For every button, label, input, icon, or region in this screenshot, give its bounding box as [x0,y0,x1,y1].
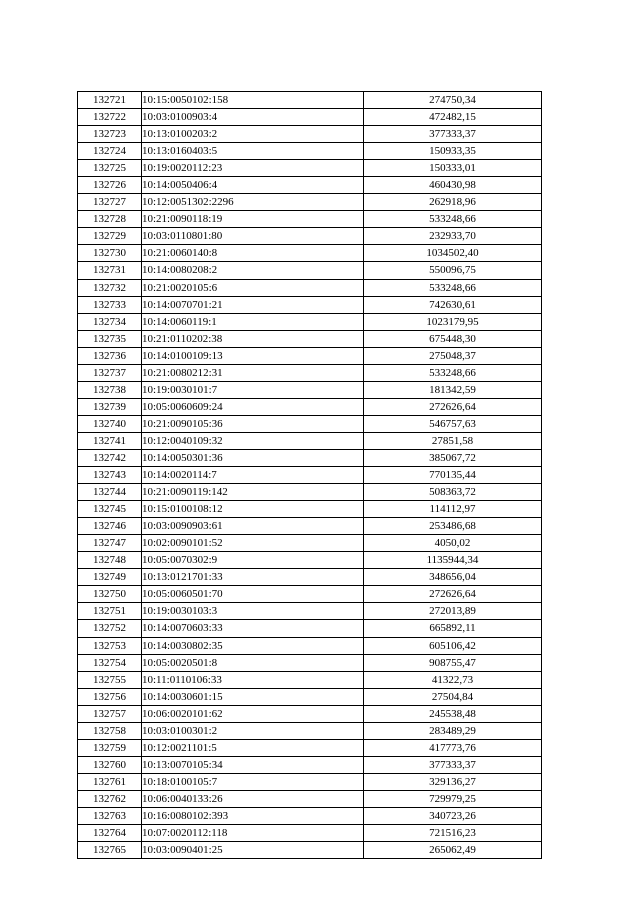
table-row [78,518,542,535]
table-row [78,467,542,484]
cadastral-number-cell: 10:03:0100903:4 [142,109,364,126]
table-row [78,432,542,449]
row-number-cell: 132721 [78,92,142,109]
row-number-cell: 132730 [78,245,142,262]
row-number-cell: 132746 [78,518,142,535]
cadastral-number-cell: 10:19:0030101:7 [142,381,364,398]
row-number-cell: 132759 [78,739,142,756]
value-cell: 721516,23 [364,825,542,842]
row-number-cell: 132751 [78,603,142,620]
cadastral-number-cell: 10:12:0021101:5 [142,739,364,756]
row-number-cell: 132756 [78,688,142,705]
row-number-cell: 132739 [78,398,142,415]
cadastral-number-cell: 10:03:0090903:61 [142,518,364,535]
row-number-cell: 132733 [78,296,142,313]
value-cell: 272626,64 [364,398,542,415]
table-row [78,194,542,211]
row-number-cell: 132736 [78,347,142,364]
table-row [78,501,542,518]
cadastral-number-cell: 10:03:0090401:25 [142,842,364,859]
value-cell: 114112,97 [364,501,542,518]
table-row [78,790,542,807]
row-number-cell: 132762 [78,790,142,807]
row-number-cell: 132727 [78,194,142,211]
cadastral-number-cell: 10:12:0051302:2296 [142,194,364,211]
row-number-cell: 132724 [78,143,142,160]
table-row [78,296,542,313]
value-cell: 1135944,34 [364,552,542,569]
table-row [78,842,542,859]
row-number-cell: 132758 [78,722,142,739]
table-row [78,756,542,773]
table-row [78,330,542,347]
table-row [78,381,542,398]
table-row [78,671,542,688]
value-cell: 742630,61 [364,296,542,313]
row-number-cell: 132753 [78,637,142,654]
table-row [78,347,542,364]
value-cell: 275048,37 [364,347,542,364]
value-cell: 150333,01 [364,160,542,177]
cadastral-number-cell: 10:12:0040109:32 [142,432,364,449]
value-cell: 348656,04 [364,569,542,586]
table-row [78,211,542,228]
cadastral-number-cell: 10:19:0020112:23 [142,160,364,177]
cadastral-number-cell: 10:03:0110801:80 [142,228,364,245]
value-cell: 232933,70 [364,228,542,245]
table-row [78,688,542,705]
cadastral-number-cell: 10:15:0050102:158 [142,92,364,109]
value-cell: 533248,66 [364,211,542,228]
cadastral-number-cell: 10:21:0020105:6 [142,279,364,296]
row-number-cell: 132722 [78,109,142,126]
table-row [78,364,542,381]
cadastral-number-cell: 10:02:0090101:52 [142,535,364,552]
cadastral-number-cell: 10:14:0080208:2 [142,262,364,279]
cadastral-number-cell: 10:13:0070105:34 [142,756,364,773]
table-row [78,143,542,160]
row-number-cell: 132729 [78,228,142,245]
table-row [78,279,542,296]
row-number-cell: 132728 [78,211,142,228]
value-cell: 272013,89 [364,603,542,620]
table-row [78,569,542,586]
value-cell: 272626,64 [364,586,542,603]
table-row [78,449,542,466]
row-number-cell: 132738 [78,381,142,398]
row-number-cell: 132732 [78,279,142,296]
row-number-cell: 132726 [78,177,142,194]
value-cell: 550096,75 [364,262,542,279]
cadastral-number-cell: 10:05:0070302:9 [142,552,364,569]
cadastral-number-cell: 10:14:0050301:36 [142,449,364,466]
value-cell: 245538,48 [364,705,542,722]
row-number-cell: 132755 [78,671,142,688]
value-cell: 460430,98 [364,177,542,194]
table-row [78,262,542,279]
value-cell: 377333,37 [364,756,542,773]
cadastral-number-cell: 10:14:0030802:35 [142,637,364,654]
row-number-cell: 132740 [78,415,142,432]
cadastral-number-cell: 10:13:0100203:2 [142,126,364,143]
row-number-cell: 132745 [78,501,142,518]
cadastral-number-cell: 10:05:0060501:70 [142,586,364,603]
table-row [78,92,542,109]
row-number-cell: 132760 [78,756,142,773]
cadastral-number-cell: 10:14:0050406:4 [142,177,364,194]
cadastral-number-cell: 10:21:0110202:38 [142,330,364,347]
cadastral-number-cell: 10:07:0020112:118 [142,825,364,842]
value-cell: 4050,02 [364,535,542,552]
value-cell: 329136,27 [364,773,542,790]
row-number-cell: 132761 [78,773,142,790]
value-cell: 908755,47 [364,654,542,671]
value-cell: 605106,42 [364,637,542,654]
value-cell: 729979,25 [364,790,542,807]
value-cell: 340723,26 [364,807,542,824]
table-row [78,807,542,824]
table-row [78,654,542,671]
table-row [78,603,542,620]
table-row [78,245,542,262]
value-cell: 1023179,95 [364,313,542,330]
row-number-cell: 132743 [78,467,142,484]
table-row [78,620,542,637]
table-row [78,177,542,194]
row-number-cell: 132742 [78,449,142,466]
table-row [78,705,542,722]
row-number-cell: 132749 [78,569,142,586]
registry-table-body [78,92,542,859]
cadastral-number-cell: 10:13:0121701:33 [142,569,364,586]
row-number-cell: 132748 [78,552,142,569]
value-cell: 417773,76 [364,739,542,756]
cadastral-number-cell: 10:21:0090119:142 [142,484,364,501]
value-cell: 283489,29 [364,722,542,739]
cadastral-number-cell: 10:14:0070701:21 [142,296,364,313]
table-row [78,109,542,126]
value-cell: 253486,68 [364,518,542,535]
value-cell: 377333,37 [364,126,542,143]
value-cell: 150933,35 [364,143,542,160]
cadastral-number-cell: 10:05:0020501:8 [142,654,364,671]
cadastral-number-cell: 10:21:0080212:31 [142,364,364,381]
value-cell: 274750,34 [364,92,542,109]
row-number-cell: 132725 [78,160,142,177]
row-number-cell: 132731 [78,262,142,279]
table-row [78,773,542,790]
value-cell: 181342,59 [364,381,542,398]
cadastral-number-cell: 10:05:0060609:24 [142,398,364,415]
table-row [78,398,542,415]
row-number-cell: 132741 [78,432,142,449]
cadastral-number-cell: 10:16:0080102:393 [142,807,364,824]
table-row [78,722,542,739]
table-row [78,484,542,501]
cadastral-number-cell: 10:13:0160403:5 [142,143,364,160]
row-number-cell: 132750 [78,586,142,603]
cadastral-number-cell: 10:06:0040133:26 [142,790,364,807]
table-row [78,228,542,245]
cadastral-number-cell: 10:19:0030103:3 [142,603,364,620]
table-row [78,126,542,143]
value-cell: 508363,72 [364,484,542,501]
cadastral-number-cell: 10:06:0020101:62 [142,705,364,722]
cadastral-number-cell: 10:14:0020114:7 [142,467,364,484]
row-number-cell: 132757 [78,705,142,722]
row-number-cell: 132737 [78,364,142,381]
table-row [78,535,542,552]
table-row [78,637,542,654]
cadastral-number-cell: 10:14:0030601:15 [142,688,364,705]
cadastral-number-cell: 10:14:0060119:1 [142,313,364,330]
cadastral-number-cell: 10:03:0100301:2 [142,722,364,739]
value-cell: 27851,58 [364,432,542,449]
row-number-cell: 132765 [78,842,142,859]
table-row [78,552,542,569]
cadastral-number-cell: 10:15:0100108:12 [142,501,364,518]
row-number-cell: 132734 [78,313,142,330]
table-row [78,586,542,603]
value-cell: 665892,11 [364,620,542,637]
table-row [78,415,542,432]
cadastral-number-cell: 10:21:0060140:8 [142,245,364,262]
cadastral-number-cell: 10:18:0100105:7 [142,773,364,790]
cadastral-number-cell: 10:14:0100109:13 [142,347,364,364]
table-row [78,739,542,756]
value-cell: 770135,44 [364,467,542,484]
cadastral-number-cell: 10:21:0090105:36 [142,415,364,432]
table-row [78,160,542,177]
table-row [78,313,542,330]
value-cell: 262918,96 [364,194,542,211]
row-number-cell: 132764 [78,825,142,842]
cadastral-number-cell: 10:14:0070603:33 [142,620,364,637]
row-number-cell: 132744 [78,484,142,501]
row-number-cell: 132723 [78,126,142,143]
table-row [78,825,542,842]
row-number-cell: 132752 [78,620,142,637]
value-cell: 675448,30 [364,330,542,347]
row-number-cell: 132763 [78,807,142,824]
registry-table [77,91,542,859]
row-number-cell: 132754 [78,654,142,671]
value-cell: 546757,63 [364,415,542,432]
row-number-cell: 132747 [78,535,142,552]
cadastral-number-cell: 10:11:0110106:33 [142,671,364,688]
value-cell: 1034502,40 [364,245,542,262]
row-number-cell: 132735 [78,330,142,347]
cadastral-number-cell: 10:21:0090118:19 [142,211,364,228]
value-cell: 265062,49 [364,842,542,859]
value-cell: 385067,72 [364,449,542,466]
value-cell: 41322,73 [364,671,542,688]
value-cell: 533248,66 [364,279,542,296]
value-cell: 472482,15 [364,109,542,126]
value-cell: 533248,66 [364,364,542,381]
value-cell: 27504,84 [364,688,542,705]
